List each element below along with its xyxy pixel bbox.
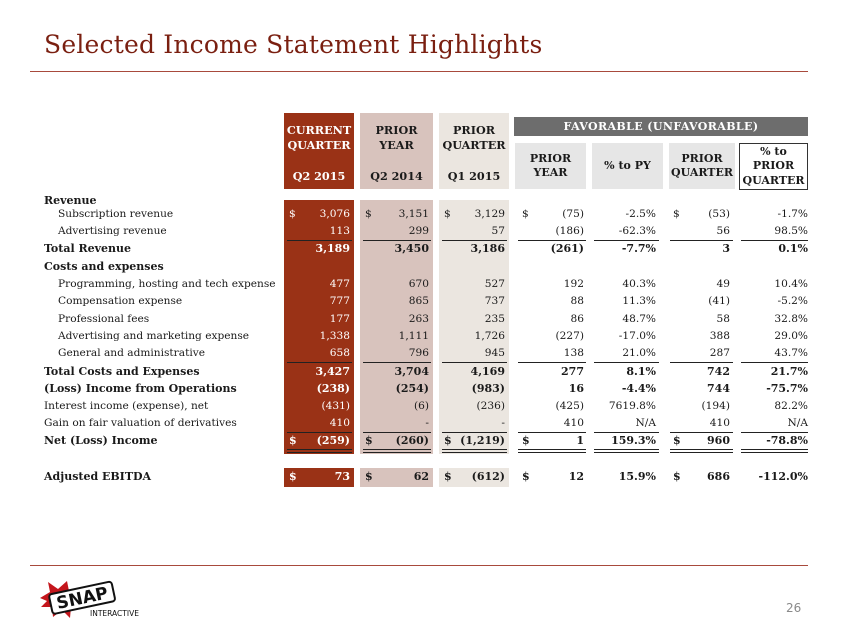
subheader-prior-quarter-line2: QUARTER bbox=[670, 166, 734, 179]
header-prior-year-line2: YEAR bbox=[379, 137, 414, 152]
cell-py: (254) bbox=[395, 382, 429, 395]
cell-dpy: 277 bbox=[561, 365, 584, 378]
cell-ppy: 7619.8% bbox=[608, 400, 656, 412]
cell-ppq: 98.5% bbox=[774, 225, 808, 237]
title-divider bbox=[30, 71, 808, 72]
table-row bbox=[0, 207, 850, 224]
subheader-pct-pq-line1: % to bbox=[760, 145, 787, 159]
total-double-rule bbox=[741, 449, 808, 450]
table-row bbox=[0, 224, 850, 241]
cell-pq: 3,186 bbox=[470, 242, 505, 255]
subheader-pct-to-py: % to PY bbox=[592, 143, 663, 189]
currency-symbol: $ bbox=[522, 470, 530, 483]
total-double-rule bbox=[442, 452, 507, 453]
cell-dpy: (261) bbox=[550, 242, 584, 255]
cell-ppy: -2.5% bbox=[625, 208, 656, 220]
row-label: General and administrative bbox=[58, 347, 205, 359]
cell-dpq: (194) bbox=[701, 400, 730, 412]
subheader-prior-quarter bbox=[669, 143, 735, 189]
cell-dpq: (41) bbox=[708, 295, 730, 307]
cell-ppy: -4.4% bbox=[621, 382, 656, 395]
cell-ppq: 43.7% bbox=[774, 347, 808, 359]
total-double-rule bbox=[518, 449, 586, 450]
row-label: Total Costs and Expenses bbox=[44, 365, 200, 378]
cell-ppy: 40.3% bbox=[622, 278, 656, 290]
cell-cur: 177 bbox=[329, 313, 350, 325]
currency-symbol: $ bbox=[444, 208, 451, 220]
row-label: Adjusted EBITDA bbox=[44, 470, 152, 483]
cell-pq: (983) bbox=[471, 382, 505, 395]
header-prior-quarter-line1: PRIOR bbox=[453, 123, 495, 137]
cell-ppq: -75.7% bbox=[766, 382, 808, 395]
row-label: Net (Loss) Income bbox=[44, 434, 158, 447]
cell-dpq: 388 bbox=[709, 330, 730, 342]
cell-dpy: (425) bbox=[555, 400, 584, 412]
currency-symbol: $ bbox=[289, 434, 297, 447]
cell-py: 3,151 bbox=[398, 208, 429, 220]
header-prior-year-line1: PRIOR bbox=[375, 123, 418, 137]
cell-py: 1,111 bbox=[398, 330, 429, 342]
row-label: Programming, hosting and tech expense bbox=[58, 278, 276, 290]
row-label: Professional fees bbox=[58, 313, 150, 325]
subheader-prior-year-line2: YEAR bbox=[533, 166, 568, 179]
subtotal-rule bbox=[741, 362, 808, 363]
cell-ppq: N/A bbox=[787, 417, 808, 429]
currency-symbol: $ bbox=[289, 208, 296, 220]
cell-cur: 658 bbox=[329, 347, 350, 359]
row-label: Costs and expenses bbox=[44, 260, 164, 273]
cell-ppy: 159.3% bbox=[611, 434, 656, 447]
cell-pq: 1,726 bbox=[474, 330, 505, 342]
table-row bbox=[0, 312, 850, 329]
cell-py: 865 bbox=[408, 295, 429, 307]
cell-dpq: 686 bbox=[707, 470, 730, 483]
cell-pq: 737 bbox=[484, 295, 505, 307]
cell-dpy: 88 bbox=[570, 295, 584, 307]
cell-dpy: (227) bbox=[555, 330, 584, 342]
header-prior-quarter bbox=[439, 113, 509, 189]
logo-graphic bbox=[36, 578, 146, 620]
cell-py: 3,704 bbox=[394, 365, 429, 378]
table-row bbox=[0, 346, 850, 363]
total-double-rule bbox=[287, 452, 352, 453]
total-double-rule bbox=[363, 452, 431, 453]
currency-symbol: $ bbox=[522, 434, 530, 447]
table-row bbox=[0, 381, 850, 398]
table-row bbox=[0, 241, 850, 258]
cell-ppy: -7.7% bbox=[621, 242, 656, 255]
subheader-prior-year-line1: PRIOR bbox=[529, 151, 572, 165]
cell-pq: 235 bbox=[484, 313, 505, 325]
total-double-rule bbox=[594, 452, 659, 453]
table-row bbox=[0, 364, 850, 381]
table-row bbox=[0, 433, 850, 450]
total-double-rule bbox=[670, 449, 733, 450]
cell-ppq: 32.8% bbox=[774, 313, 808, 325]
cell-cur: 477 bbox=[329, 278, 350, 290]
cell-cur: 3,076 bbox=[319, 208, 350, 220]
subheader-pct-pq-line3: QUARTER bbox=[742, 173, 805, 187]
cell-cur: 1,338 bbox=[319, 330, 350, 342]
subtotal-rule bbox=[287, 362, 352, 363]
row-label: Gain on fair valuation of derivatives bbox=[44, 417, 237, 429]
cell-pq: 945 bbox=[484, 347, 505, 359]
cell-cur: (238) bbox=[316, 382, 350, 395]
logo-subtext: INTERACTIVE bbox=[90, 609, 139, 618]
cell-ppy: 21.0% bbox=[622, 347, 656, 359]
header-current-line2: QUARTER bbox=[287, 137, 351, 152]
cell-pq: (612) bbox=[471, 470, 505, 483]
currency-symbol: $ bbox=[365, 208, 372, 220]
cell-py: 263 bbox=[408, 313, 429, 325]
cell-dpy: 12 bbox=[568, 470, 584, 483]
cell-dpq: 49 bbox=[716, 278, 730, 290]
table-row bbox=[0, 416, 850, 433]
subtotal-rule bbox=[670, 362, 733, 363]
cell-dpq: 742 bbox=[707, 365, 730, 378]
cell-pq: - bbox=[501, 417, 505, 429]
cell-dpy: 16 bbox=[568, 382, 584, 395]
cell-dpy: 138 bbox=[563, 347, 584, 359]
cell-dpq: (53) bbox=[708, 208, 730, 220]
row-label: Revenue bbox=[44, 194, 97, 207]
cell-ppy: -62.3% bbox=[618, 225, 656, 237]
subheader-pct-to-prior-quarter bbox=[739, 143, 808, 190]
cell-ppy: N/A bbox=[635, 417, 656, 429]
currency-symbol: $ bbox=[365, 434, 373, 447]
cell-ppy: 8.1% bbox=[626, 365, 656, 378]
cell-py: 3,450 bbox=[394, 242, 429, 255]
cell-dpy: (75) bbox=[562, 208, 584, 220]
cell-ppq: 29.0% bbox=[774, 330, 808, 342]
row-label: Advertising revenue bbox=[58, 225, 167, 237]
cell-dpq: 56 bbox=[716, 225, 730, 237]
total-double-rule bbox=[287, 449, 352, 450]
subtotal-rule bbox=[594, 362, 659, 363]
cell-ppq: -1.7% bbox=[777, 208, 808, 220]
currency-symbol: $ bbox=[673, 470, 681, 483]
favorable-unfavorable-banner: FAVORABLE (UNFAVORABLE) bbox=[514, 117, 808, 136]
spacer-row bbox=[284, 454, 514, 468]
total-double-rule bbox=[363, 449, 431, 450]
cell-dpq: 3 bbox=[722, 242, 730, 255]
logo-text: SNAP bbox=[54, 583, 110, 614]
currency-symbol: $ bbox=[365, 470, 373, 483]
currency-symbol: $ bbox=[444, 470, 452, 483]
cell-ppq: 21.7% bbox=[770, 365, 808, 378]
table-row bbox=[0, 399, 850, 416]
row-label: Advertising and marketing expense bbox=[58, 330, 250, 342]
total-double-rule bbox=[594, 449, 659, 450]
cell-dpq: 744 bbox=[707, 382, 730, 395]
cell-ppy: 48.7% bbox=[622, 313, 656, 325]
cell-py: 670 bbox=[408, 278, 429, 290]
row-label: Total Revenue bbox=[44, 242, 132, 255]
table-row bbox=[0, 294, 850, 311]
cell-dpq: 960 bbox=[707, 434, 730, 447]
currency-symbol: $ bbox=[673, 434, 681, 447]
cell-pq: (1,219) bbox=[460, 434, 505, 447]
subheader-prior-year bbox=[515, 143, 586, 189]
footer-divider bbox=[30, 565, 808, 566]
cell-dpy: (186) bbox=[555, 225, 584, 237]
cell-cur: 410 bbox=[329, 417, 350, 429]
cell-dpq: 58 bbox=[716, 313, 730, 325]
cell-ppq: -112.0% bbox=[758, 470, 808, 483]
cell-pq: 527 bbox=[484, 278, 505, 290]
subtotal-rule bbox=[518, 362, 586, 363]
cell-ppy: -17.0% bbox=[618, 330, 656, 342]
subtotal-rule bbox=[442, 362, 507, 363]
currency-symbol: $ bbox=[673, 208, 680, 220]
cell-cur: 3,189 bbox=[315, 242, 350, 255]
header-prior-year bbox=[360, 113, 433, 189]
row-label: Subscription revenue bbox=[58, 208, 174, 220]
cell-pq: 4,169 bbox=[470, 365, 505, 378]
header-prior-quarter-period: Q1 2015 bbox=[447, 169, 501, 184]
cell-dpy: 410 bbox=[563, 417, 584, 429]
cell-ppq: 82.2% bbox=[774, 400, 808, 412]
cell-dpy: 86 bbox=[570, 313, 584, 325]
currency-symbol: $ bbox=[444, 434, 452, 447]
cell-ppq: 0.1% bbox=[778, 242, 808, 255]
cell-dpq: 287 bbox=[709, 347, 730, 359]
table-row bbox=[0, 329, 850, 346]
cell-cur: 73 bbox=[334, 470, 350, 483]
cell-cur: 777 bbox=[329, 295, 350, 307]
header-prior-year-period: Q2 2014 bbox=[370, 169, 423, 184]
header-prior-quarter-line2: QUARTER bbox=[442, 137, 506, 152]
cell-dpy: 192 bbox=[563, 278, 584, 290]
row-label: (Loss) Income from Operations bbox=[44, 382, 237, 395]
cell-py: (6) bbox=[413, 400, 429, 412]
total-double-rule bbox=[518, 452, 586, 453]
snap-interactive-logo bbox=[36, 578, 146, 620]
cell-pq: 57 bbox=[491, 225, 505, 237]
table-row bbox=[0, 469, 850, 486]
cell-ppy: 15.9% bbox=[618, 470, 656, 483]
currency-symbol: $ bbox=[289, 470, 297, 483]
cell-cur: (431) bbox=[321, 400, 350, 412]
total-double-rule bbox=[741, 452, 808, 453]
cell-py: 299 bbox=[408, 225, 429, 237]
row-label: Interest income (expense), net bbox=[44, 400, 209, 412]
total-double-rule bbox=[442, 449, 507, 450]
currency-symbol: $ bbox=[522, 208, 529, 220]
header-current-period: Q2 2015 bbox=[292, 169, 346, 184]
table-row bbox=[0, 277, 850, 294]
cell-dpy: 1 bbox=[576, 434, 584, 447]
page-title: Selected Income Statement Highlights bbox=[44, 30, 543, 59]
cell-dpq: 410 bbox=[709, 417, 730, 429]
cell-cur: (259) bbox=[316, 434, 350, 447]
header-current-line1: CURRENT bbox=[286, 123, 352, 137]
subheader-prior-quarter-line1: PRIOR bbox=[681, 151, 723, 165]
cell-pq: 3,129 bbox=[474, 208, 505, 220]
table-row bbox=[0, 259, 850, 276]
total-double-rule bbox=[670, 452, 733, 453]
header-current-quarter bbox=[284, 113, 354, 189]
cell-ppq: -5.2% bbox=[777, 295, 808, 307]
row-label: Compensation expense bbox=[58, 295, 183, 307]
subheader-pct-pq-line2: PRIOR bbox=[752, 159, 795, 173]
cell-py: - bbox=[425, 417, 429, 429]
cell-cur: 3,427 bbox=[315, 365, 350, 378]
cell-pq: (236) bbox=[476, 400, 505, 412]
cell-ppy: 11.3% bbox=[622, 295, 656, 307]
cell-ppq: 10.4% bbox=[774, 278, 808, 290]
page-number: 26 bbox=[786, 601, 802, 615]
cell-py: (260) bbox=[395, 434, 429, 447]
cell-py: 62 bbox=[413, 470, 429, 483]
subtotal-rule bbox=[363, 362, 431, 363]
cell-py: 796 bbox=[408, 347, 429, 359]
cell-cur: 113 bbox=[329, 225, 350, 237]
cell-ppq: -78.8% bbox=[766, 434, 808, 447]
